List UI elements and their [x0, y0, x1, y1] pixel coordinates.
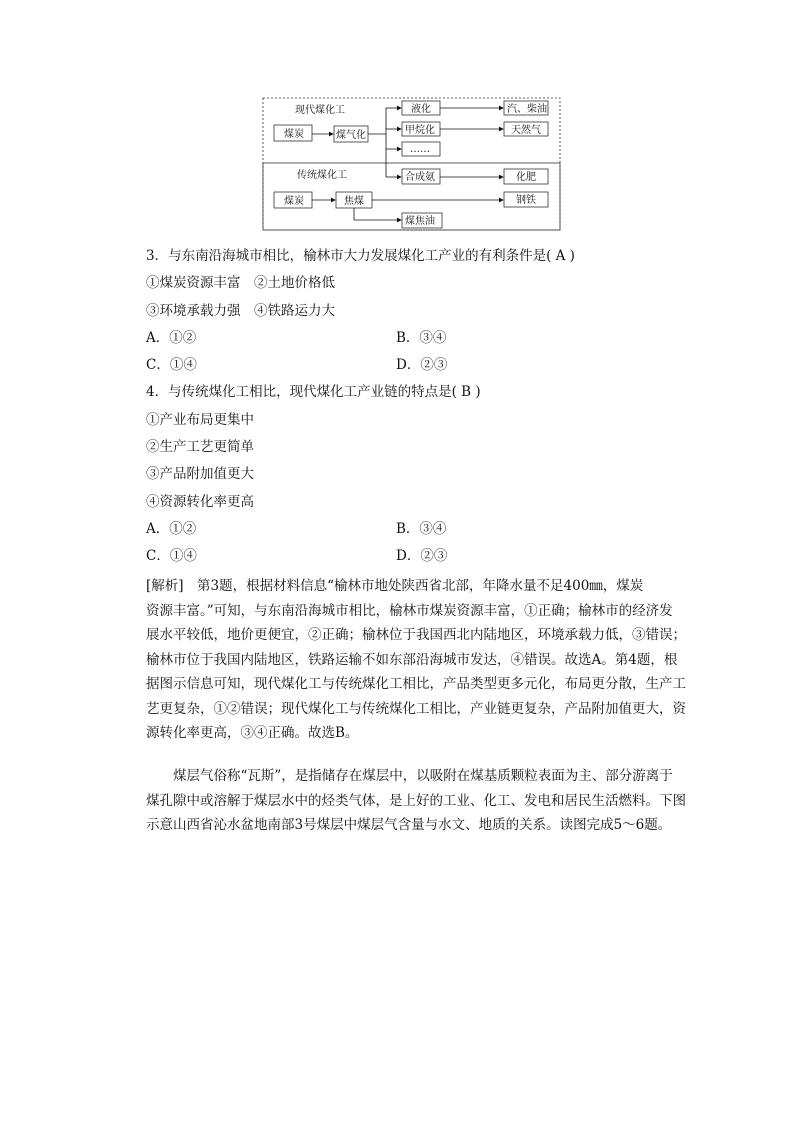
analysis-line: 资源丰富。”可知，与东南沿海城市相比，榆林市煤炭资源丰富，①正确；榆林市的经济发: [146, 602, 673, 619]
q4-item-3: ③产品附加值更大: [146, 466, 254, 482]
modern-coal-label: 煤炭: [284, 129, 304, 140]
modern-label: 现代煤化工: [295, 105, 345, 116]
analysis-line: [解析] 第3题，根据材料信息“榆林市地处陕西省北部，年降水量不足400㎜，煤炭: [146, 578, 644, 594]
traditional-coal-label: 煤炭: [284, 196, 304, 207]
modern-region-border: [263, 98, 560, 230]
analysis-line: 艺更复杂，①②错误；现代煤化工与传统煤化工相比，产业链更复杂，产品附加值更大，资: [146, 700, 686, 717]
q4-option-c: C．①④: [146, 548, 197, 564]
q3-option-d: D．②③: [396, 357, 448, 373]
q3-items-line1: ①煤炭资源丰富 ②土地价格低: [146, 275, 335, 291]
methanation-label: 甲烷化: [405, 125, 435, 136]
q4-option-b: B．③④: [396, 521, 447, 537]
analysis-line: 据图示信息可知，现代煤化工与传统煤化工相比，产品类型更多元化，布局更分散，生产工: [146, 676, 686, 692]
coal-tar-label: 煤焦油: [405, 216, 435, 227]
q4-item-1: ①产业布局更集中: [146, 412, 254, 428]
q4-item-2: ②生产工艺更简单: [146, 439, 254, 455]
q4-item-4: ④资源转化率更高: [146, 494, 254, 510]
intro-line: 煤层气俗称“瓦斯”，是指储存在煤层中，以吸附在煤基质颗粒表面为主、部分游离于: [146, 768, 673, 784]
fertilizer-label: 化肥: [516, 172, 536, 183]
intro-line: 煤孔隙中或溶解于煤层水中的烃类气体，是上好的工业、化工、发电和居民生活燃料。下图: [146, 792, 686, 809]
liquefaction-label: 液化: [411, 104, 431, 115]
q3-option-b: B．③④: [396, 330, 447, 346]
gasoline-diesel-label: 汽、柴油: [507, 104, 547, 115]
intro-paragraph: [146, 764, 686, 838]
q3-stem: 3．与东南沿海城市相比，榆林市大力发展煤化工产业的有利条件是( A ): [146, 248, 575, 264]
steel-label: 钢铁: [516, 195, 536, 206]
traditional-label: 传统煤化工: [297, 170, 347, 181]
ammonia-label: 合成氨: [405, 172, 435, 183]
analysis-line: 榆林市位于我国内陆地区，铁路运输不如东部沿海城市发达，④错误。故选A。第4题，根: [146, 651, 678, 668]
gasification-label: 煤气化: [336, 130, 366, 141]
q3-option-c: C．①④: [146, 357, 197, 373]
natural-gas-label: 天然气: [511, 125, 541, 136]
analysis-paragraph: [146, 574, 686, 746]
q3-items-line2: ③环境承载力强 ④铁路运力大: [146, 303, 335, 319]
intro-line: 示意山西省沁水盆地南部3号煤层中煤层气含量与水文、地质的关系。读图完成5～6题。: [146, 817, 672, 833]
q4-option-a: A．①②: [146, 521, 197, 537]
analysis-line: 源转化率更高，③④正确。故选B。: [146, 725, 359, 741]
q4-stem: 4．与传统煤化工相比，现代煤化工产业链的特点是( B ): [146, 384, 481, 400]
coke-label: 焦煤: [344, 196, 364, 207]
q3-option-a: A．①②: [146, 330, 197, 346]
ellipsis-label: ……: [410, 144, 430, 155]
coal-chemical-flow-diagram: [262, 97, 562, 231]
analysis-line: 展水平较低，地价更便宜，②正确；榆林位于我国西北内陆地区，环境承载力低，③错误；: [146, 627, 686, 643]
q4-option-d: D．②③: [396, 548, 448, 564]
